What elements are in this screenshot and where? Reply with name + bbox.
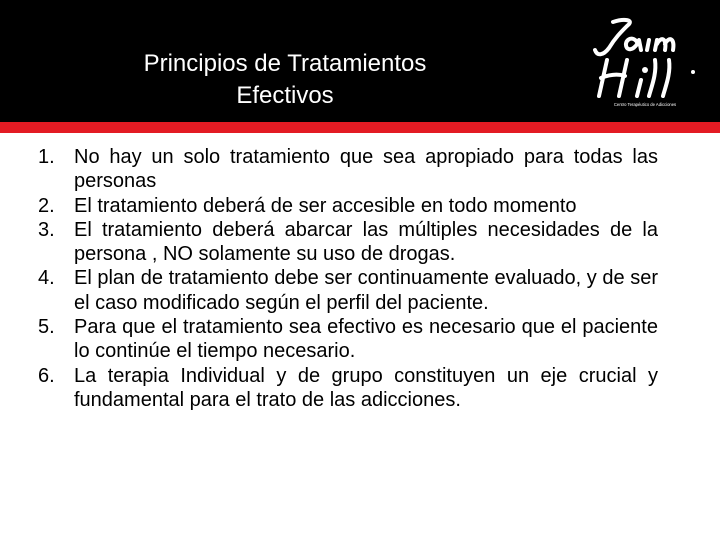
list-item bbox=[30, 194, 658, 218]
item-number: 2. bbox=[38, 194, 55, 217]
item-number: 4. bbox=[38, 267, 55, 290]
item-text: La terapia Individual y de grupo constituyen un eje crucial y fundamental para el trato de las adicciones. bbox=[74, 364, 658, 411]
logo-tagline: Centro Terapéutico de Adicciones bbox=[613, 102, 677, 107]
list-item bbox=[30, 266, 658, 315]
item-text: Para que el tratamiento sea efectivo es necesario que el paciente lo continúe el tiempo necesario. bbox=[74, 316, 658, 363]
item-number: 5. bbox=[38, 316, 55, 339]
page-title bbox=[100, 48, 470, 112]
title-line-1: Principios de Tratamientos bbox=[143, 50, 427, 77]
principles-list bbox=[30, 145, 658, 412]
item-text: El plan de tratamiento debe ser continuamente evaluado, y de ser el caso modificado según el perfil del paciente. bbox=[74, 267, 658, 314]
item-number: 3. bbox=[38, 218, 55, 241]
item-text: El tratamiento deberá de ser accesible en todo momento bbox=[74, 194, 577, 217]
list-item bbox=[30, 364, 658, 413]
list-item bbox=[30, 218, 658, 267]
list-item bbox=[30, 145, 658, 194]
item-number: 1. bbox=[38, 146, 55, 168]
accent-bar bbox=[0, 122, 720, 133]
jaim-hill-logo bbox=[585, 12, 705, 110]
item-text: No hay un solo tratamiento que sea apropiado para todas las personas bbox=[74, 146, 658, 193]
item-number: 6. bbox=[38, 364, 55, 387]
title-line-2: Efectivos bbox=[236, 82, 334, 109]
item-text: El tratamiento deberá abarcar las múltiples necesidades de la persona , NO solamente su uso de drogas. bbox=[74, 218, 658, 266]
header-band bbox=[0, 0, 720, 122]
list-item bbox=[30, 315, 658, 364]
